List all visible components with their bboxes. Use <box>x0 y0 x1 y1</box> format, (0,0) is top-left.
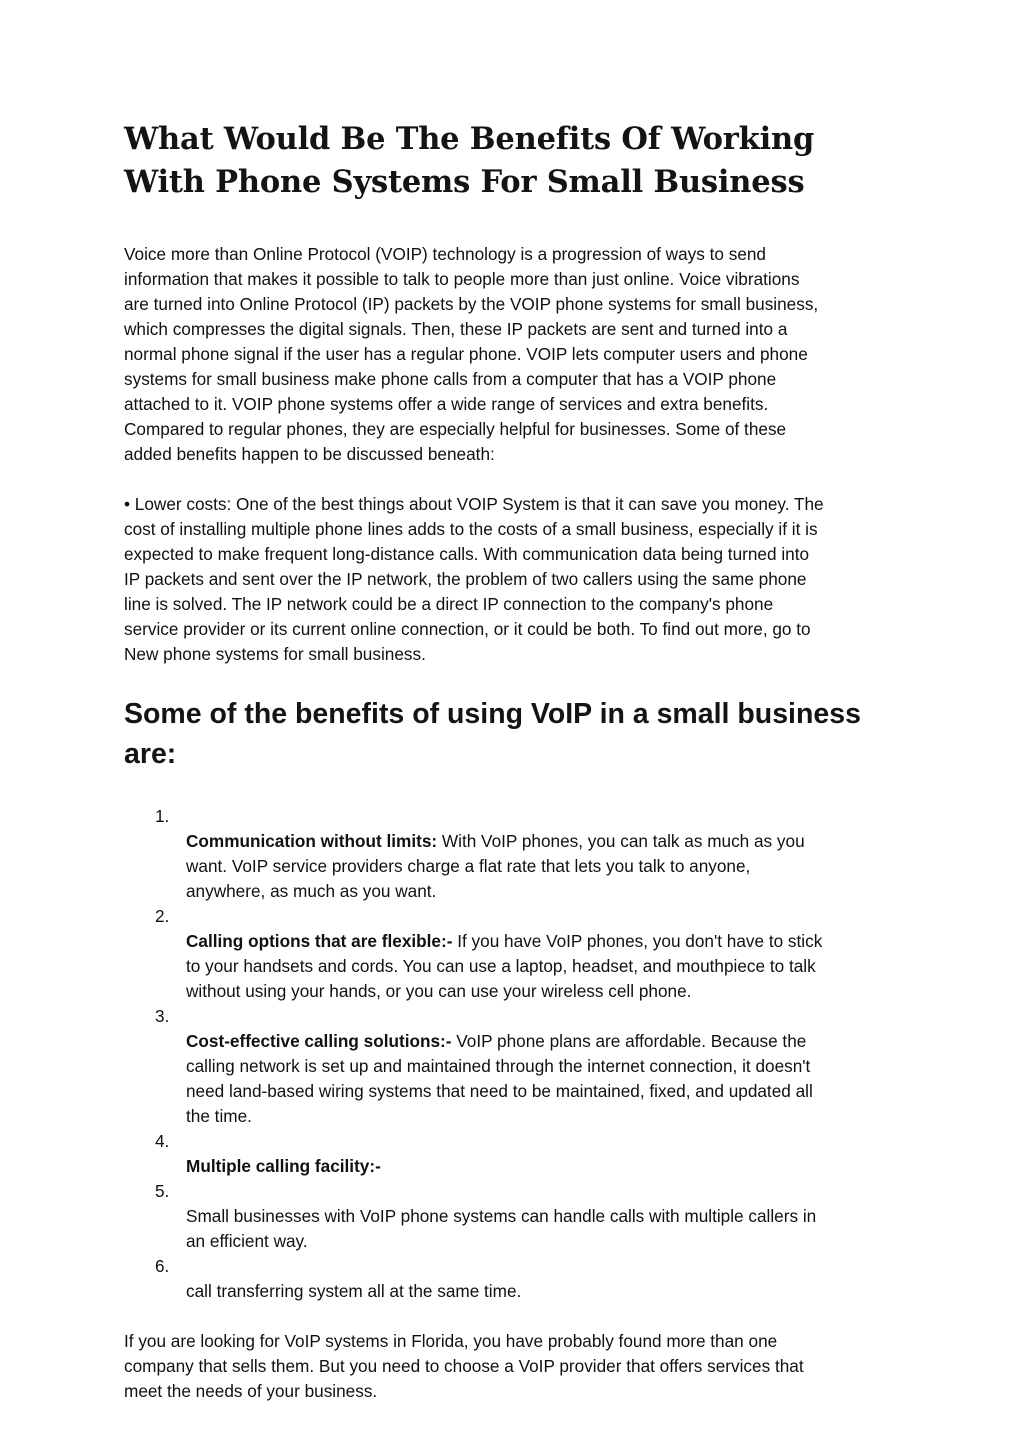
list-item-text: If you have VoIP phones, you don't have to stick to your handsets and cords. You can use a laptop, headset, and mouthpiece to talk without using your hands, or you can use your wireless cell phone. <box>186 931 823 1001</box>
list-item-number: 4. <box>155 1131 170 1151</box>
list-item-text: Small businesses with VoIP phone systems can handle calls with multiple callers in an efficient way. <box>186 1206 817 1251</box>
list-item-lead: Calling options that are flexible:- <box>186 931 453 951</box>
list-item-number: 5. <box>155 1181 170 1201</box>
list-item-lead: Multiple calling facility:- <box>186 1156 381 1176</box>
list-item <box>124 1004 904 1129</box>
list-item-text: call transferring system all at the same time. <box>186 1281 522 1301</box>
list-item <box>124 804 904 904</box>
closing-paragraph: If you are looking for VoIP systems in Florida, you have probably found more than one company that sells them. But you need to choose a VoIP provider that offers services that meet the needs of your business. <box>124 1331 804 1401</box>
list-item <box>124 1129 904 1179</box>
list-item-number: 6. <box>155 1256 170 1276</box>
benefits-list <box>124 804 904 1304</box>
document-title: What Would Be The Benefits Of Working With Phone Systems For Small Business <box>124 121 815 200</box>
list-item <box>124 904 904 1004</box>
list-item-number: 1. <box>155 806 170 826</box>
list-item-text: VoIP phone plans are affordable. Because the calling network is set up and maintained through the internet connection, it doesn't need land-based wiring systems that need to be maintained, fixed, and updated all the time. <box>186 1031 813 1126</box>
document-content <box>124 118 904 1404</box>
list-item-text: With VoIP phones, you can talk as much as you want. VoIP service providers charge a flat rate that lets you talk to anyone, anywhere, as much as you want. <box>186 831 805 901</box>
list-item <box>124 1179 904 1254</box>
list-item <box>124 1254 904 1304</box>
list-item-number: 3. <box>155 1006 170 1026</box>
list-item-number: 2. <box>155 906 170 926</box>
benefits-subheading: Some of the benefits of using VoIP in a small business are: <box>124 698 861 770</box>
intro-paragraph: Voice more than Online Protocol (VOIP) technology is a progression of ways to send information that makes it possible to talk to people more than just online. Voice vibrations are turned into Online Protocol (IP) packets by the VOIP phone systems for small business, which compresses the digital signals. Then, these IP packets are sent and turned into a normal phone signal if the user has a regular phone. VOIP lets computer users and phone systems for small business make phone calls from a computer that has a VOIP phone attached to it. VOIP phone systems offer a wide range of services and extra benefits. Compared to regular phones, they are especially helpful for businesses. Some of these added benefits happen to be discussed beneath: <box>124 244 819 464</box>
list-item-lead: Communication without limits: <box>186 831 438 851</box>
lower-costs-paragraph: • Lower costs: One of the best things about VOIP System is that it can save you money. The cost of installing multiple phone lines adds to the costs of a small business, especially if it is expected to make frequent long-distance calls. With communication data being turned into IP packets and sent over the IP network, the problem of two callers using the same phone line is solved. The IP network could be a direct IP connection to the company's phone service provider or its current online connection, or it could be both. To find out more, go to New phone systems for small business. <box>124 494 824 664</box>
list-item-lead: Cost-effective calling solutions:- <box>186 1031 452 1051</box>
